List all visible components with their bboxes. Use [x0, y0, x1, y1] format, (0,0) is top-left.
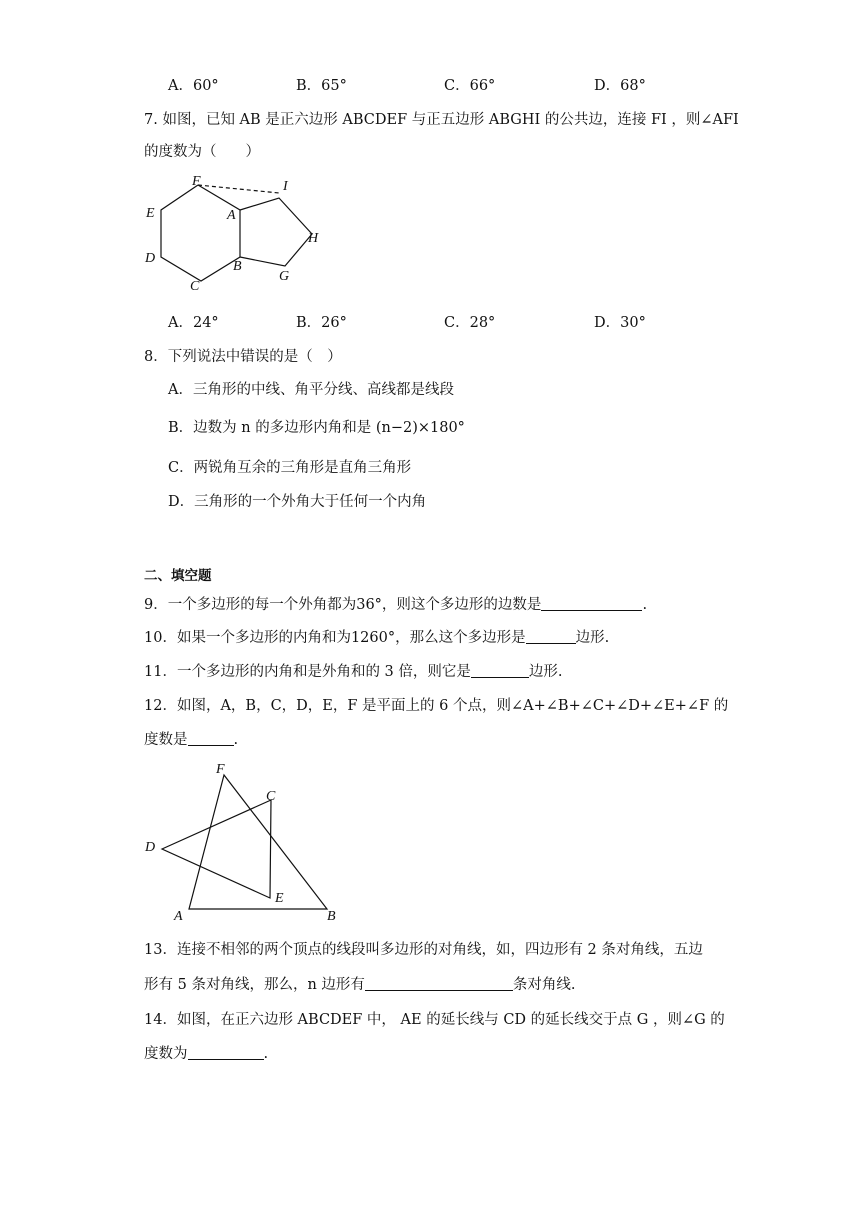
q7-figure — [140, 172, 340, 297]
q12-end: . — [233, 732, 239, 748]
label-e: E — [146, 206, 155, 221]
q12-figure — [140, 758, 350, 928]
q14-end: . — [263, 1046, 269, 1062]
q14-line1: 14．如图，在正六边形 ABCDEF 中， AE 的延长线与 CD 的延长线交于点 G ，则∠G 的 — [144, 1012, 725, 1028]
q8-stem: 8．下列说法中错误的是（ ） — [144, 349, 342, 365]
q8-option-a: A．三角形的中线、角平分线、高线都是线段 — [168, 382, 454, 398]
q12-answer-blank[interactable] — [188, 731, 234, 746]
q7-stem-line1: 7. 如图，已知 AB 是正六边形 ABCDEF 与正五边形 ABGHI 的公共边，连接 FI ，则∠AFI — [144, 112, 739, 128]
q13-line1: 13．连接不相邻的两个顶点的线段叫多边形的对角线，如，四边形有 2 条对角线，五边 — [144, 942, 703, 958]
section-title: 二、填空题 — [144, 568, 212, 584]
q6-option-d: D．68° — [594, 78, 646, 94]
q14-text: 度数为 — [144, 1046, 188, 1062]
q7-option-b: B．26° — [296, 315, 347, 331]
label-f: F — [216, 762, 225, 777]
label-a: A — [174, 909, 183, 924]
label-a: A — [227, 208, 236, 223]
label-c: C — [266, 789, 276, 804]
q8-option-b: B．边数为 n 的多边形内角和是 (n−2)×180° — [168, 420, 465, 436]
q10-answer-blank[interactable] — [526, 629, 576, 644]
q13-end: 条对角线. — [512, 977, 576, 993]
q9-text: 9．一个多边形的每一个外角都为36°，则这个多边形的边数是 — [144, 597, 542, 613]
q8-option-d: D．三角形的一个外角大于任何一个内角 — [168, 494, 427, 510]
q9 — [144, 593, 647, 614]
q13-line2 — [144, 973, 576, 994]
label-d: D — [145, 251, 156, 266]
q9-end: . — [642, 597, 648, 613]
q10 — [144, 626, 609, 647]
q11-end: 边形. — [528, 664, 563, 680]
q11-text: 11．一个多边形的内角和是外角和的 3 倍，则它是 — [144, 664, 471, 680]
hexagon-shape — [161, 185, 240, 281]
q13-text: 形有 5 条对角线，那么，n 边形有 — [144, 977, 365, 993]
label-b: B — [233, 259, 242, 274]
q7-option-a: A．24° — [168, 315, 219, 331]
label-g: G — [279, 269, 290, 284]
q7-stem-line2: 的度数为（ ） — [144, 144, 260, 160]
q12-line2 — [144, 728, 238, 749]
q14-answer-blank[interactable] — [188, 1045, 264, 1060]
label-h: H — [308, 231, 319, 246]
label-i: I — [283, 179, 288, 194]
q11 — [144, 660, 563, 681]
label-b: B — [327, 909, 336, 924]
q11-answer-blank[interactable] — [471, 663, 529, 678]
triangle-fab — [189, 775, 327, 909]
q12-line1: 12．如图，A，B，C，D，E，F 是平面上的 6 个点，则∠A+∠B+∠C+∠D+∠E+∠F 的 — [144, 698, 729, 714]
q6-option-c: C．66° — [444, 78, 496, 94]
q8-option-c: C．两锐角互余的三角形是直角三角形 — [168, 460, 412, 476]
q7-option-c: C．28° — [444, 315, 496, 331]
label-d: D — [145, 840, 156, 855]
q10-end: 边形. — [575, 630, 610, 646]
q7-option-d: D．30° — [594, 315, 646, 331]
q12-text: 度数是 — [144, 732, 188, 748]
q14-line2 — [144, 1042, 268, 1063]
label-f: F — [192, 174, 201, 189]
q10-text: 10．如果一个多边形的内角和为1260°，那么这个多边形是 — [144, 630, 526, 646]
q6-option-b: B．65° — [296, 78, 347, 94]
q9-answer-blank[interactable] — [541, 596, 642, 611]
q13-answer-blank[interactable] — [365, 976, 513, 991]
q6-option-a: A．60° — [168, 78, 219, 94]
pentagon-shape — [240, 198, 312, 266]
label-e: E — [275, 891, 284, 906]
label-c: C — [190, 279, 200, 294]
